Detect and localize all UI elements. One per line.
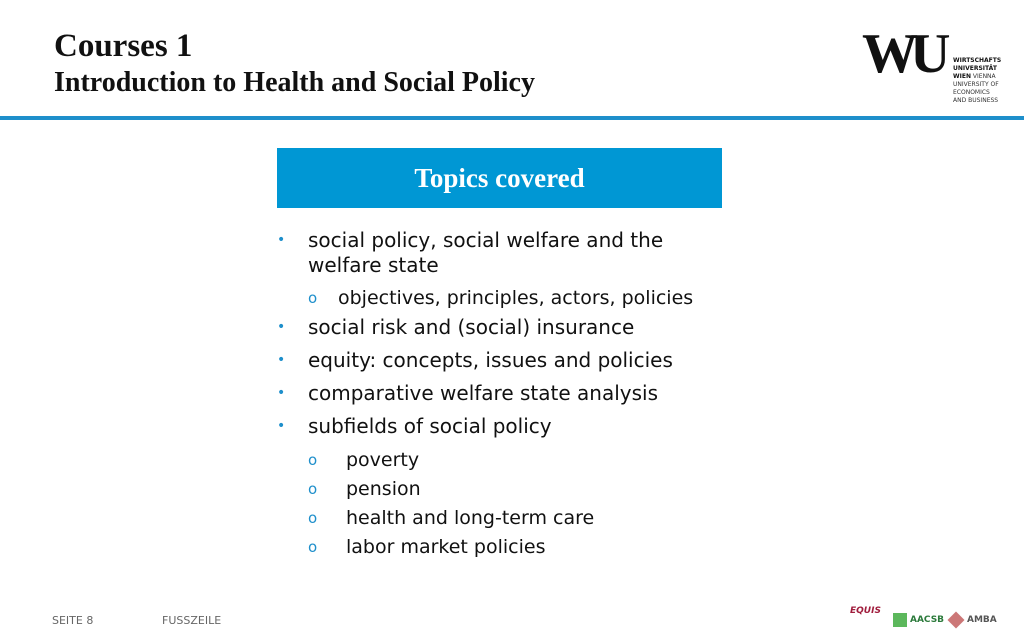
logo-mark: WU	[862, 23, 943, 85]
circle-bullet-icon: o	[308, 451, 318, 469]
bullet-icon: •	[277, 319, 286, 335]
wu-logo	[862, 23, 1002, 105]
bullet-icon: •	[277, 232, 286, 248]
equis-logo: EQUIS	[850, 606, 881, 616]
topics-header-box	[277, 148, 722, 208]
amba-logo: AMBA	[950, 606, 997, 634]
circle-bullet-icon: o	[308, 480, 318, 498]
aacsb-logo: AACSB	[893, 606, 944, 634]
bullet-icon: •	[277, 385, 286, 401]
bullet-icon: •	[277, 418, 286, 434]
slide-title: Courses 1	[54, 28, 193, 64]
footer-text: FUSSZEILE	[162, 614, 222, 627]
page-number: SEITE 8	[52, 614, 94, 627]
circle-bullet-icon: o	[308, 538, 318, 556]
amba-diamond-icon	[948, 612, 965, 629]
header-divider	[0, 116, 1024, 120]
circle-bullet-icon: o	[308, 509, 318, 527]
logo-text: WIRTSCHAFTS UNIVERSITÄT WIEN VIENNA UNIVERSITY OF ECONOMICS AND BUSINESS	[953, 57, 1002, 104]
slide-subtitle: Introduction to Health and Social Policy	[54, 67, 535, 98]
bullet-icon: •	[277, 352, 286, 368]
aacsb-square-icon	[893, 613, 907, 627]
topics-header: Topics covered	[414, 162, 585, 193]
circle-bullet-icon: o	[308, 289, 318, 307]
